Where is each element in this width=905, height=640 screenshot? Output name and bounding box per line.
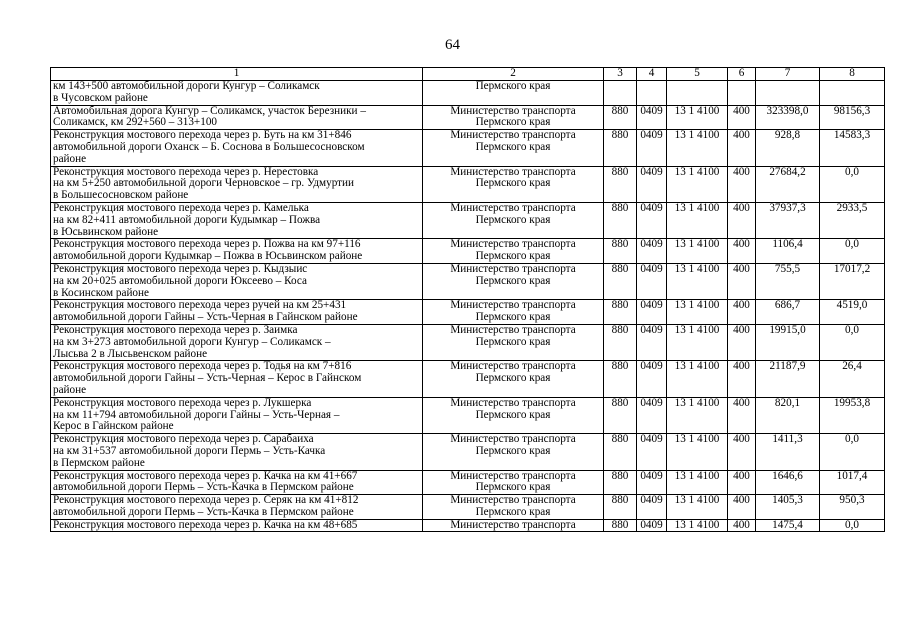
cell-amount-year-1: 928,8 xyxy=(756,130,820,166)
cell-expense-type: 400 xyxy=(728,202,756,238)
cell-organization xyxy=(423,166,604,202)
organization-line: Пермского края xyxy=(475,408,551,421)
cell-amount-year-2: 0,0 xyxy=(820,434,885,470)
organization-line: Министерство транспорта xyxy=(450,433,576,446)
cell-amount-year-1: 27684,2 xyxy=(756,166,820,202)
cell-amount-year-1 xyxy=(756,81,820,106)
organization-line: Пермского края xyxy=(475,213,551,226)
cell-ministry-code: 880 xyxy=(604,324,637,360)
cell-expense-type: 400 xyxy=(728,166,756,202)
table-row xyxy=(51,263,885,299)
cell-expense-type: 400 xyxy=(728,239,756,264)
cell-expense-type: 400 xyxy=(728,300,756,325)
cell-section-code: 0409 xyxy=(637,519,667,532)
cell-object-name xyxy=(51,202,423,238)
cell-expense-type: 400 xyxy=(728,397,756,433)
object-name-line: Реконструкция мостового перехода через ручей на км 25+431 xyxy=(53,299,347,312)
cell-object-name xyxy=(51,130,423,166)
cell-object-name xyxy=(51,470,423,495)
cell-organization xyxy=(423,434,604,470)
cell-amount-year-1: 323398,0 xyxy=(756,105,820,130)
organization-line: Министерство транспорта xyxy=(450,129,576,142)
cell-object-name xyxy=(51,166,423,202)
table-row xyxy=(51,81,885,106)
cell-amount-year-2: 2933,5 xyxy=(820,202,885,238)
organization-line: Пермского края xyxy=(475,335,551,348)
cell-section-code: 0409 xyxy=(637,105,667,130)
object-name-line: на км 20+025 автомобильной дороги Юксеево – Коса xyxy=(53,274,307,287)
cell-target-article: 13 1 4100 xyxy=(667,105,728,130)
cell-organization xyxy=(423,239,604,264)
cell-amount-year-2: 950,3 xyxy=(820,495,885,520)
object-name-line: Соликамск, км 292+560 – 313+100 xyxy=(53,116,218,129)
cell-expense-type: 400 xyxy=(728,470,756,495)
column-header-5: 5 xyxy=(667,68,728,81)
cell-organization xyxy=(423,263,604,299)
object-name-line: на км 11+794 автомобильной дороги Гайны – Усть-Черная – xyxy=(53,408,340,421)
cell-ministry-code: 880 xyxy=(604,239,637,264)
cell-target-article: 13 1 4100 xyxy=(667,166,728,202)
column-header-2: 2 xyxy=(423,68,604,81)
object-name-line: на км 31+537 автомобильной дороги Пермь – Усть-Качка xyxy=(53,444,326,457)
cell-ministry-code: 880 xyxy=(604,300,637,325)
cell-amount-year-1: 686,7 xyxy=(756,300,820,325)
cell-amount-year-1: 755,5 xyxy=(756,263,820,299)
cell-object-name xyxy=(51,361,423,397)
column-header-3: 3 xyxy=(604,68,637,81)
cell-section-code: 0409 xyxy=(637,263,667,299)
cell-amount-year-2 xyxy=(820,81,885,106)
cell-organization xyxy=(423,470,604,495)
cell-amount-year-2: 0,0 xyxy=(820,324,885,360)
cell-object-name xyxy=(51,105,423,130)
cell-expense-type: 400 xyxy=(728,130,756,166)
object-name-line: автомобильной дороги Гайны – Усть-Черная в Гайнском районе xyxy=(53,311,358,324)
object-name-line: в Чусовском районе xyxy=(53,91,148,104)
organization-line: Пермского края xyxy=(475,250,551,263)
organization-line: Пермского края xyxy=(475,481,551,494)
cell-ministry-code: 880 xyxy=(604,495,637,520)
object-name-line: автомобильной дороги Оханск – Б. Соснова в Большесосновском xyxy=(53,140,365,153)
organization-line: Пермского края xyxy=(475,116,551,129)
cell-organization xyxy=(423,495,604,520)
organization-line: Министерство транспорта xyxy=(450,397,576,409)
organization-line: Пермского края xyxy=(475,177,551,190)
cell-amount-year-1: 19915,0 xyxy=(756,324,820,360)
object-name-line: Реконструкция мостового перехода через р. Камелька xyxy=(53,202,309,214)
cell-organization xyxy=(423,81,604,106)
cell-target-article: 13 1 4100 xyxy=(667,434,728,470)
cell-amount-year-2: 98156,3 xyxy=(820,105,885,130)
table-row xyxy=(51,239,885,264)
cell-target-article: 13 1 4100 xyxy=(667,361,728,397)
object-name-line: Лысьва 2 в Лысьвенском районе xyxy=(53,347,208,360)
cell-organization xyxy=(423,519,604,532)
table-row xyxy=(51,166,885,202)
table-row xyxy=(51,300,885,325)
organization-line: Пермского края xyxy=(475,372,551,385)
object-name-line: на км 82+411 автомобильной дороги Кудымкар – Пожва xyxy=(53,213,321,226)
organization-line: Пермского края xyxy=(475,505,551,518)
cell-section-code: 0409 xyxy=(637,300,667,325)
cell-expense-type: 400 xyxy=(728,519,756,532)
cell-ministry-code: 880 xyxy=(604,105,637,130)
organization-line: Министерство транспорта xyxy=(450,299,576,312)
table-header-row xyxy=(51,68,885,81)
object-name-line: Реконструкция мостового перехода через р. Тодья на км 7+816 xyxy=(53,360,352,373)
cell-section-code: 0409 xyxy=(637,434,667,470)
cell-expense-type: 400 xyxy=(728,105,756,130)
column-header-6: 6 xyxy=(728,68,756,81)
organization-line: Пермского края xyxy=(475,140,551,153)
cell-target-article: 13 1 4100 xyxy=(667,202,728,238)
page-number: 64 xyxy=(445,37,460,53)
cell-expense-type: 400 xyxy=(728,434,756,470)
cell-section-code: 0409 xyxy=(637,495,667,520)
cell-organization xyxy=(423,324,604,360)
cell-section-code: 0409 xyxy=(637,397,667,433)
column-header-1: 1 xyxy=(51,68,423,81)
cell-ministry-code: 880 xyxy=(604,434,637,470)
cell-organization xyxy=(423,300,604,325)
cell-amount-year-1: 1411,3 xyxy=(756,434,820,470)
cell-target-article xyxy=(667,81,728,106)
cell-ministry-code: 880 xyxy=(604,470,637,495)
organization-line: Министерство транспорта xyxy=(450,519,576,531)
organization-line: Министерство транспорта xyxy=(450,470,576,482)
organization-line: Министерство транспорта xyxy=(450,324,576,336)
cell-ministry-code: 880 xyxy=(604,519,637,532)
object-name-line: автомобильной дороги Пермь – Усть-Качка в Пермском районе xyxy=(53,505,354,518)
cell-object-name xyxy=(51,397,423,433)
column-header-8: 8 xyxy=(820,68,885,81)
object-name-line: Реконструкция мостового перехода через р. Сарабаиха xyxy=(53,433,314,446)
cell-expense-type xyxy=(728,81,756,106)
object-name-line: Керос в Гайнском районе xyxy=(53,420,174,433)
cell-organization xyxy=(423,202,604,238)
cell-target-article: 13 1 4100 xyxy=(667,300,728,325)
cell-amount-year-1: 1106,4 xyxy=(756,239,820,264)
object-name-line: Автомобильная дорога Кунгур – Соликамск, участок Березники – xyxy=(53,105,366,117)
organization-line: Пермского края xyxy=(475,274,551,287)
organization-line: Министерство транспорта xyxy=(450,166,576,178)
table-row xyxy=(51,519,885,532)
cell-organization xyxy=(423,361,604,397)
object-name-line: Реконструкция мостового перехода через р. Качка на км 48+685 xyxy=(53,519,358,531)
table-row xyxy=(51,202,885,238)
organization-line: Министерство транспорта xyxy=(450,360,576,373)
organization-line: Пермского края xyxy=(475,311,551,324)
object-name-line: Реконструкция мостового перехода через р. Нерестовка xyxy=(53,166,319,178)
cell-section-code: 0409 xyxy=(637,166,667,202)
cell-target-article: 13 1 4100 xyxy=(667,397,728,433)
cell-organization xyxy=(423,130,604,166)
cell-ministry-code: 880 xyxy=(604,397,637,433)
object-name-line: Реконструкция мостового перехода через р. Лукшерка xyxy=(53,397,312,409)
table-row xyxy=(51,434,885,470)
budget-table xyxy=(50,67,885,532)
cell-amount-year-2: 0,0 xyxy=(820,519,885,532)
table-row xyxy=(51,397,885,433)
organization-line: Министерство транспорта xyxy=(450,494,576,507)
object-name-line: автомобильной дороги Пермь – Усть-Качка в Пермском районе xyxy=(53,481,354,494)
cell-section-code: 0409 xyxy=(637,470,667,495)
table-row xyxy=(51,495,885,520)
table-row xyxy=(51,470,885,495)
cell-amount-year-2: 0,0 xyxy=(820,239,885,264)
cell-target-article: 13 1 4100 xyxy=(667,130,728,166)
table-body xyxy=(51,68,885,532)
object-name-line: в Юсьвинском районе xyxy=(53,225,159,238)
cell-section-code: 0409 xyxy=(637,324,667,360)
cell-object-name xyxy=(51,239,423,264)
object-name-line: Реконструкция мостового перехода через р. Кыдзыис xyxy=(53,263,308,275)
column-header-7: 7 xyxy=(756,68,820,81)
object-name-line: на км 3+273 автомобильной дороги Кунгур – Соликамск – xyxy=(53,335,331,348)
object-name-line: Реконструкция мостового перехода через р. Буть на км 31+846 xyxy=(53,129,352,142)
cell-section-code: 0409 xyxy=(637,239,667,264)
cell-object-name xyxy=(51,519,423,532)
cell-object-name xyxy=(51,324,423,360)
organization-line: Пермского края xyxy=(475,444,551,457)
cell-section-code xyxy=(637,81,667,106)
object-name-line: Реконструкция мостового перехода через р. Качка на км 41+667 xyxy=(53,470,358,482)
object-name-line: в Большесосновском районе xyxy=(53,189,189,202)
object-name-line: автомобильной дороги Гайны – Усть-Черная – Керос в Гайнском xyxy=(53,372,362,385)
table-row xyxy=(51,324,885,360)
cell-amount-year-2: 1017,4 xyxy=(820,470,885,495)
cell-amount-year-2: 4519,0 xyxy=(820,300,885,325)
cell-expense-type: 400 xyxy=(728,361,756,397)
cell-expense-type: 400 xyxy=(728,495,756,520)
cell-target-article: 13 1 4100 xyxy=(667,470,728,495)
organization-line: Пермского края xyxy=(475,80,551,92)
cell-expense-type: 400 xyxy=(728,263,756,299)
organization-line: Министерство транспорта xyxy=(450,105,576,117)
cell-amount-year-1: 1646,6 xyxy=(756,470,820,495)
object-name-line: в Косинском районе xyxy=(53,286,149,299)
table-row xyxy=(51,361,885,397)
cell-ministry-code: 880 xyxy=(604,166,637,202)
column-header-4: 4 xyxy=(637,68,667,81)
organization-line: Министерство транспорта xyxy=(450,263,576,275)
object-name-line: Реконструкция мостового перехода через р. Заимка xyxy=(53,324,298,336)
cell-object-name xyxy=(51,300,423,325)
cell-object-name xyxy=(51,495,423,520)
cell-ministry-code: 880 xyxy=(604,202,637,238)
cell-ministry-code xyxy=(604,81,637,106)
object-name-line: в Пермском районе xyxy=(53,456,145,469)
object-name-line: автомобильной дороги Кудымкар – Пожва в Юсьвинском районе xyxy=(53,250,363,263)
cell-amount-year-1: 37937,3 xyxy=(756,202,820,238)
cell-target-article: 13 1 4100 xyxy=(667,324,728,360)
cell-amount-year-1: 21187,9 xyxy=(756,361,820,397)
cell-ministry-code: 880 xyxy=(604,263,637,299)
cell-amount-year-2: 14583,3 xyxy=(820,130,885,166)
cell-amount-year-2: 0,0 xyxy=(820,166,885,202)
organization-line: Министерство транспорта xyxy=(450,202,576,214)
cell-target-article: 13 1 4100 xyxy=(667,263,728,299)
cell-amount-year-1: 1405,3 xyxy=(756,495,820,520)
cell-ministry-code: 880 xyxy=(604,130,637,166)
cell-organization xyxy=(423,397,604,433)
cell-target-article: 13 1 4100 xyxy=(667,495,728,520)
object-name-line: км 143+500 автомобильной дороги Кунгур – Соликамск xyxy=(53,80,320,92)
organization-line: Министерство транспорта xyxy=(450,238,576,251)
cell-ministry-code: 880 xyxy=(604,361,637,397)
cell-expense-type: 400 xyxy=(728,324,756,360)
object-name-line: районе xyxy=(53,152,87,165)
object-name-line: на км 5+250 автомобильной дороги Черновское – гр. Удмуртии xyxy=(53,177,355,190)
cell-amount-year-2: 17017,2 xyxy=(820,263,885,299)
cell-amount-year-1: 1475,4 xyxy=(756,519,820,532)
cell-target-article: 13 1 4100 xyxy=(667,239,728,264)
cell-amount-year-2: 19953,8 xyxy=(820,397,885,433)
cell-amount-year-2: 26,4 xyxy=(820,361,885,397)
object-name-line: районе xyxy=(53,383,87,396)
cell-object-name xyxy=(51,263,423,299)
cell-section-code: 0409 xyxy=(637,130,667,166)
cell-object-name xyxy=(51,81,423,106)
cell-target-article: 13 1 4100 xyxy=(667,519,728,532)
cell-section-code: 0409 xyxy=(637,361,667,397)
cell-section-code: 0409 xyxy=(637,202,667,238)
cell-object-name xyxy=(51,434,423,470)
table-row xyxy=(51,105,885,130)
object-name-line: Реконструкция мостового перехода через р. Серяк на км 41+812 xyxy=(53,494,359,507)
table-row xyxy=(51,130,885,166)
cell-amount-year-1: 820,1 xyxy=(756,397,820,433)
cell-organization xyxy=(423,105,604,130)
object-name-line: Реконструкция мостового перехода через р. Пожва на км 97+116 xyxy=(53,238,361,251)
